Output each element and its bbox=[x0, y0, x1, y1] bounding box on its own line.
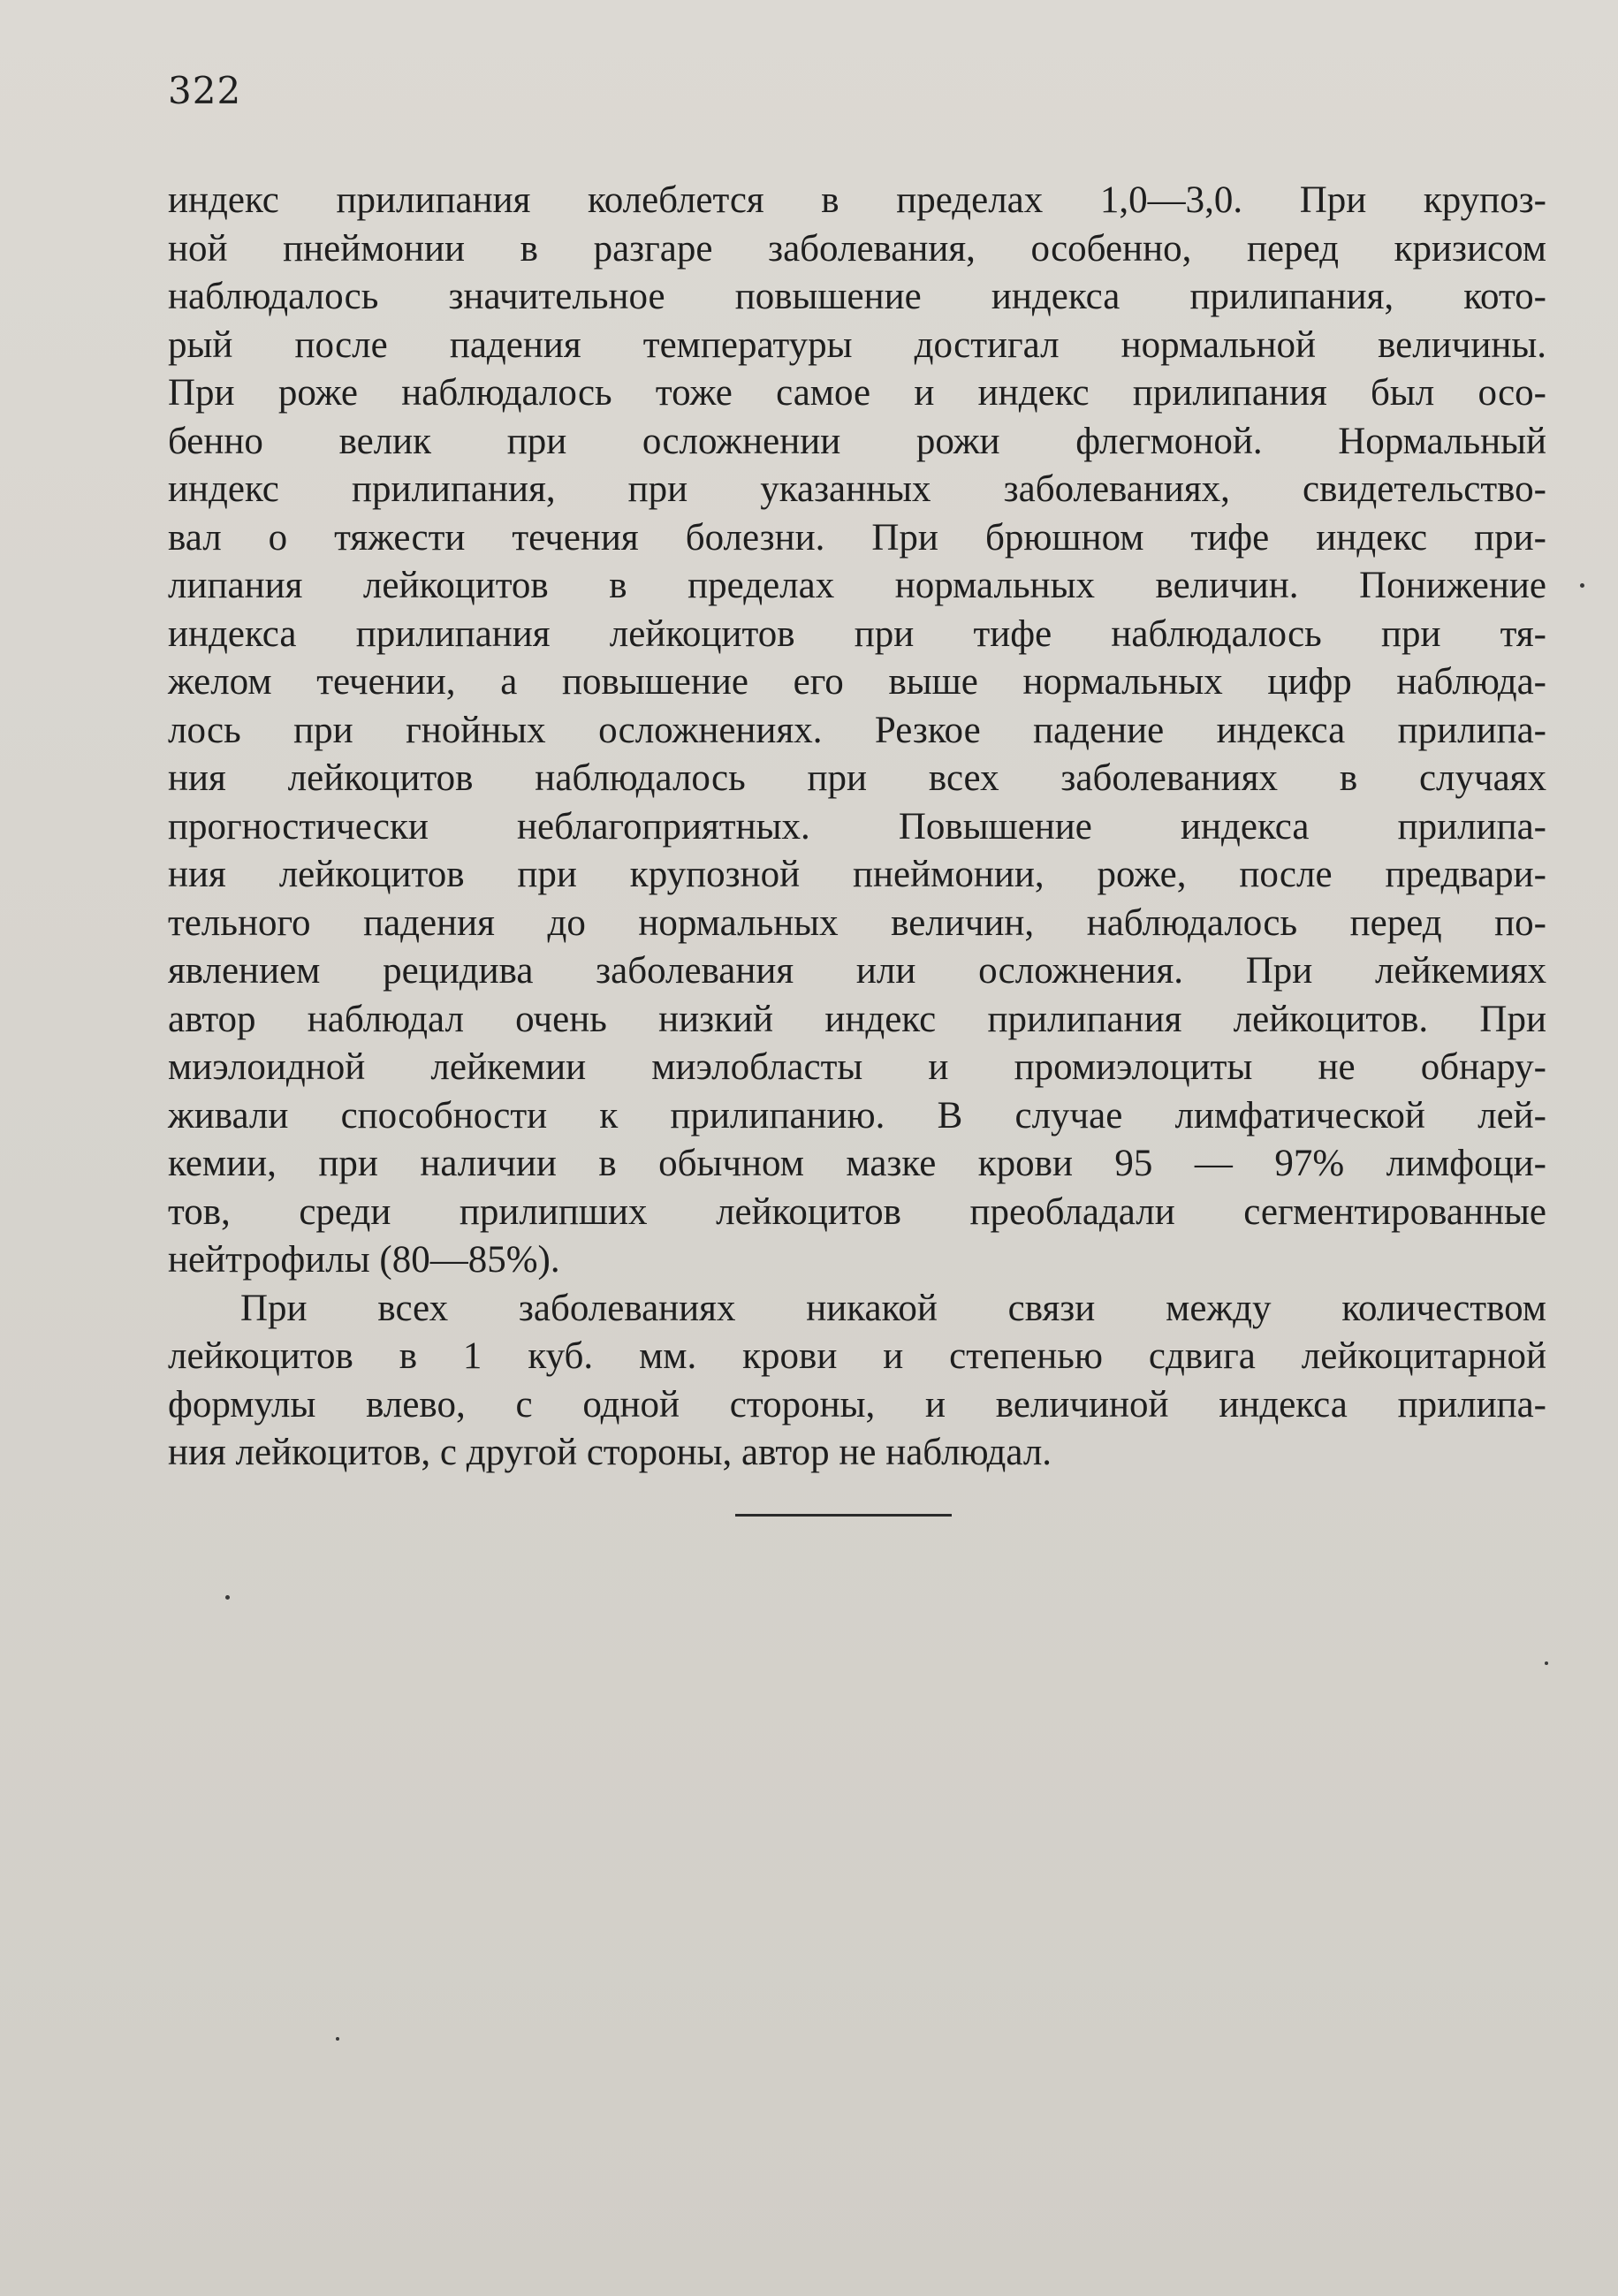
text-line: явлением рецидива заболевания или осложнения. При лейкемиях bbox=[168, 950, 1546, 992]
text-line: лейкоцитов в 1 куб. мм. крови и степенью сдвига лейкоцитарной bbox=[168, 1335, 1546, 1377]
text-line: формулы влево, с одной стороны, и величиной индекса прилипа- bbox=[168, 1383, 1546, 1425]
text-line: тельного падения до нормальных величин, наблюдалось перед по- bbox=[168, 901, 1546, 944]
text-line: ния лейкоцитов наблюдалось при всех заболеваниях в случаях bbox=[168, 757, 1546, 799]
text-line: ния лейкоцитов при крупозной пнеймонии, роже, после предвари- bbox=[168, 854, 1546, 895]
section-divider bbox=[735, 1514, 952, 1517]
scan-speck bbox=[336, 2037, 339, 2041]
scan-speck bbox=[1545, 1661, 1548, 1665]
text-line: бенно велик при осложнении рожи флегмоной. Нормальный bbox=[168, 420, 1546, 462]
text-line: вал о тяжести течения болезни. При брюшном тифе индекс при- bbox=[168, 516, 1546, 559]
text-line: прогностически неблагоприятных. Повышение индекса прилипа- bbox=[168, 805, 1546, 848]
scan-speck bbox=[1580, 583, 1584, 588]
text-line: ной пнеймонии в разгаре заболевания, особенно, перед кризисом bbox=[168, 227, 1546, 270]
text-line: тов, среди прилипших лейкоцитов преобладали сегментированные bbox=[168, 1190, 1546, 1233]
text-line: автор наблюдал очень низкий индекс прилипания лейкоцитов. При bbox=[168, 998, 1546, 1040]
scan-speck bbox=[225, 1595, 230, 1600]
text-line: миэлоидной лейкемии миэлобласты и промиэлоциты не обнару- bbox=[168, 1046, 1546, 1088]
paragraph-1 bbox=[168, 177, 1546, 1285]
text-line: лось при гнойных осложнениях. Резкое падение индекса прилипа- bbox=[168, 709, 1546, 751]
page-number: 322 bbox=[168, 69, 242, 112]
text-line: желом течении, а повышение его выше нормальных цифр наблюда- bbox=[168, 661, 1546, 703]
text-line: нейтрофилы (80—85%). bbox=[168, 1239, 560, 1281]
body-text bbox=[168, 177, 1546, 1478]
text-line: живали способности к прилипанию. В случае лимфатической лей- bbox=[168, 1094, 1546, 1137]
text-line: индекса прилипания лейкоцитов при тифе наблюдалось при тя- bbox=[168, 612, 1546, 655]
paragraph-2 bbox=[168, 1285, 1546, 1478]
text-line: наблюдалось значительное повышение индекса прилипания, кото- bbox=[168, 276, 1546, 317]
text-line: кемии, при наличии в обычном мазке крови 95 — 97% лимфоци- bbox=[168, 1143, 1546, 1184]
text-line: липания лейкоцитов в пределах нормальных величин. Понижение bbox=[168, 565, 1546, 606]
text-line: При всех заболеваниях никакой связи между количеством bbox=[240, 1287, 1546, 1329]
text-line: рый после падения температуры достигал нормальной величины. bbox=[168, 323, 1546, 366]
text-line: индекс прилипания, при указанных заболеваниях, свидетельство- bbox=[168, 468, 1546, 510]
text-line: ния лейкоцитов, с другой стороны, автор не наблюдал. bbox=[168, 1432, 1052, 1473]
text-line: При роже наблюдалось тоже самое и индекс прилипания был осо- bbox=[168, 372, 1546, 414]
text-line: индекс прилипания колеблется в пределах 1,0—3,0. При крупоз- bbox=[168, 179, 1546, 221]
